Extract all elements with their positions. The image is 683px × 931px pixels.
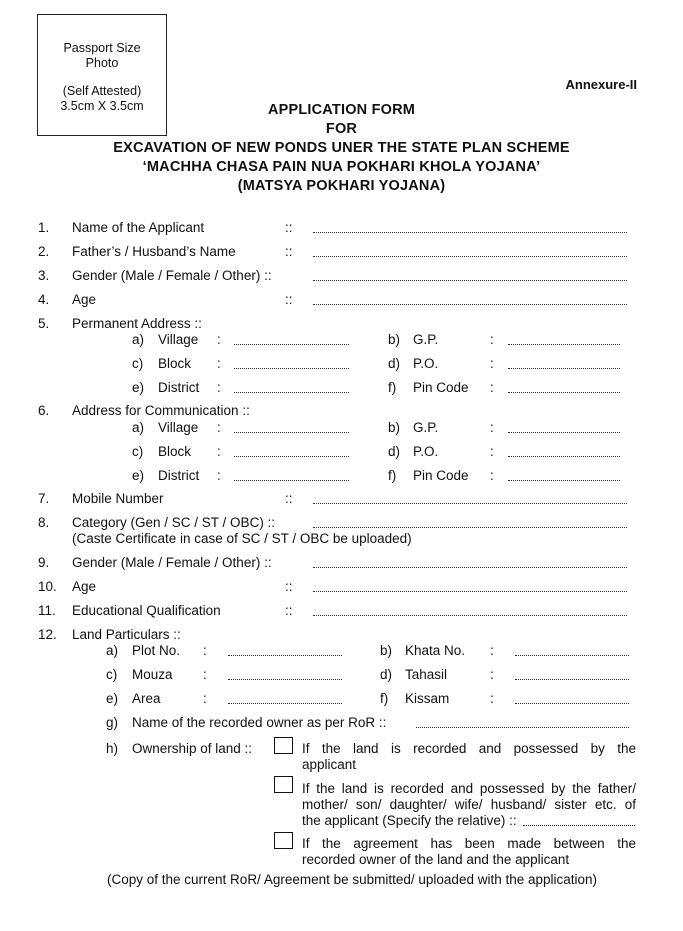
item-letter: a) bbox=[132, 332, 145, 347]
separator: :: bbox=[285, 491, 293, 506]
area-label: Area bbox=[132, 691, 161, 706]
separator: : bbox=[490, 380, 494, 395]
guardian-name-field[interactable] bbox=[313, 256, 627, 257]
relative-field[interactable] bbox=[523, 825, 635, 826]
field-number: 6. bbox=[38, 403, 50, 418]
separator: : bbox=[203, 691, 207, 706]
separator: : bbox=[490, 332, 494, 347]
separator: : bbox=[217, 380, 221, 395]
land-particulars-label: Land Particulars :: bbox=[72, 627, 181, 642]
village-label: Village bbox=[158, 420, 199, 435]
block-label: Block bbox=[158, 356, 192, 371]
separator: : bbox=[217, 356, 221, 371]
comm-district-field[interactable] bbox=[234, 480, 349, 481]
item-letter: h) bbox=[106, 741, 119, 756]
age-field[interactable] bbox=[313, 304, 627, 305]
field-number: 9. bbox=[38, 555, 50, 570]
khata-label: Khata No. bbox=[405, 643, 466, 658]
separator: :: bbox=[285, 220, 293, 235]
ownership-option-applicant: If the land is recorded and possessed by the bbox=[302, 741, 636, 756]
caste-certificate-note: (Caste Certificate in case of SC / ST / OBC be uploaded) bbox=[72, 531, 412, 546]
education-field[interactable] bbox=[313, 615, 627, 616]
item-letter: e) bbox=[132, 380, 145, 395]
village-label: Village bbox=[158, 332, 199, 347]
perm-pincode-field[interactable] bbox=[508, 392, 620, 393]
ownership-option-relative-cont: mother/ son/ daughter/ wife/ husband/ sister etc. of bbox=[302, 797, 636, 812]
field-number: 11. bbox=[38, 603, 56, 618]
item-letter: g) bbox=[106, 715, 119, 730]
field-number: 1. bbox=[38, 220, 50, 235]
block-label: Block bbox=[158, 444, 192, 459]
recorded-owner-field[interactable] bbox=[416, 727, 629, 728]
photo-size-text: Passport Size bbox=[63, 41, 141, 55]
separator: :: bbox=[285, 292, 293, 307]
item-letter: c) bbox=[132, 444, 144, 459]
ownership-option-relative-specify: the applicant (Specify the relative) :: bbox=[302, 813, 517, 828]
ownership-label: Ownership of land :: bbox=[132, 741, 253, 756]
district-label: District bbox=[158, 380, 200, 395]
separator: : bbox=[490, 643, 494, 658]
permanent-address-label: Permanent Address :: bbox=[72, 316, 202, 331]
ownership-option-relative: If the land is recorded and possessed by the father/ bbox=[302, 781, 636, 796]
gp-label: G.P. bbox=[413, 332, 439, 347]
mobile-label: Mobile Number bbox=[72, 491, 164, 506]
ownership-option-agreement: If the agreement has been made between the bbox=[302, 836, 636, 851]
separator: : bbox=[217, 332, 221, 347]
item-letter: f) bbox=[388, 468, 397, 483]
form-title-for: FOR bbox=[325, 121, 358, 137]
field-number: 8. bbox=[38, 515, 50, 530]
mouza-label: Mouza bbox=[132, 667, 173, 682]
khata-field[interactable] bbox=[515, 655, 629, 656]
age-label-2: Age bbox=[72, 579, 97, 594]
age-field-2[interactable] bbox=[313, 591, 627, 592]
field-number: 3. bbox=[38, 268, 50, 283]
separator: :: bbox=[285, 603, 293, 618]
separator: : bbox=[203, 667, 207, 682]
comm-address-label: Address for Communication :: bbox=[72, 403, 250, 418]
field-number: 12. bbox=[38, 627, 57, 642]
comm-po-field[interactable] bbox=[508, 456, 620, 457]
scheme-title: EXCAVATION OF NEW PONDS UNER THE STATE PLAN SCHEME bbox=[113, 140, 570, 156]
ownership-option-applicant-cont: applicant bbox=[302, 757, 357, 772]
separator: : bbox=[490, 444, 494, 459]
photo-label-text: Photo bbox=[85, 56, 119, 70]
tahasil-field[interactable] bbox=[515, 679, 629, 680]
field-number: 4. bbox=[38, 292, 50, 307]
kissam-label: Kissam bbox=[405, 691, 450, 706]
recorded-owner-label: Name of the recorded owner as per RoR :: bbox=[132, 715, 387, 730]
age-label: Age bbox=[72, 292, 97, 307]
scheme-name: ‘MACHHA CHASA PAIN NUA POKHARI KHOLA YOJANA’ bbox=[142, 159, 541, 175]
item-letter: a) bbox=[132, 420, 145, 435]
photo-dimensions-text: 3.5cm X 3.5cm bbox=[60, 99, 144, 113]
separator: : bbox=[490, 468, 494, 483]
separator: : bbox=[490, 420, 494, 435]
perm-block-field[interactable] bbox=[234, 368, 349, 369]
item-letter: b) bbox=[380, 643, 393, 658]
mobile-field[interactable] bbox=[313, 503, 627, 504]
applicant-name-label: Name of the Applicant bbox=[72, 220, 205, 235]
gender-label-2: Gender (Male / Female / Other) :: bbox=[72, 555, 272, 570]
separator: : bbox=[217, 468, 221, 483]
separator: : bbox=[490, 356, 494, 371]
category-label: Category (Gen / SC / ST / OBC) :: bbox=[72, 515, 276, 530]
pincode-label: Pin Code bbox=[413, 380, 469, 395]
education-label: Educational Qualification bbox=[72, 603, 221, 618]
field-number: 7. bbox=[38, 491, 50, 506]
tahasil-label: Tahasil bbox=[405, 667, 448, 682]
item-letter: f) bbox=[388, 380, 397, 395]
mouza-field[interactable] bbox=[228, 679, 342, 680]
ownership-applicant-checkbox[interactable] bbox=[274, 737, 293, 754]
gender-label: Gender (Male / Female / Other) :: bbox=[72, 268, 272, 283]
gender-field[interactable] bbox=[313, 280, 627, 281]
item-letter: d) bbox=[388, 356, 401, 371]
item-letter: b) bbox=[388, 332, 401, 347]
self-attested-text: (Self Attested) bbox=[62, 84, 142, 98]
scheme-alt-name: (MATSYA POKHARI YOJANA) bbox=[237, 178, 446, 194]
separator: : bbox=[217, 420, 221, 435]
separator: : bbox=[203, 643, 207, 658]
pincode-label: Pin Code bbox=[413, 468, 469, 483]
annexure-label: Annexure-II bbox=[565, 77, 637, 92]
guardian-name-label: Father’s / Husband’s Name bbox=[72, 244, 236, 259]
item-letter: d) bbox=[380, 667, 393, 682]
category-field[interactable] bbox=[313, 527, 627, 528]
form-title: APPLICATION FORM bbox=[267, 102, 416, 118]
footer-note: (Copy of the current RoR/ Agreement be submitted/ uploaded with the application) bbox=[107, 872, 598, 887]
item-letter: b) bbox=[388, 420, 401, 435]
item-letter: c) bbox=[132, 356, 144, 371]
comm-village-field[interactable] bbox=[234, 432, 349, 433]
perm-po-field[interactable] bbox=[508, 368, 620, 369]
item-letter: f) bbox=[380, 691, 389, 706]
perm-district-field[interactable] bbox=[234, 392, 349, 393]
field-number: 2. bbox=[38, 244, 50, 259]
comm-block-field[interactable] bbox=[234, 456, 349, 457]
item-letter: a) bbox=[106, 643, 119, 658]
comm-gp-field[interactable] bbox=[508, 432, 620, 433]
item-letter: e) bbox=[106, 691, 119, 706]
separator: : bbox=[217, 444, 221, 459]
field-number: 5. bbox=[38, 316, 50, 331]
item-letter: d) bbox=[388, 444, 401, 459]
perm-village-field[interactable] bbox=[234, 344, 349, 345]
kissam-field[interactable] bbox=[515, 703, 629, 704]
applicant-name-field[interactable] bbox=[313, 232, 627, 233]
po-label: P.O. bbox=[413, 444, 439, 459]
comm-pincode-field[interactable] bbox=[508, 480, 620, 481]
field-number: 10. bbox=[38, 579, 57, 594]
separator: :: bbox=[285, 244, 293, 259]
ownership-agreement-checkbox[interactable] bbox=[274, 832, 293, 849]
plot-field[interactable] bbox=[228, 655, 342, 656]
separator: : bbox=[490, 667, 494, 682]
district-label: District bbox=[158, 468, 200, 483]
gp-label: G.P. bbox=[413, 420, 439, 435]
po-label: P.O. bbox=[413, 356, 439, 371]
item-letter: e) bbox=[132, 468, 145, 483]
ownership-relative-checkbox[interactable] bbox=[274, 776, 293, 793]
separator: : bbox=[490, 691, 494, 706]
area-field[interactable] bbox=[228, 703, 342, 704]
item-letter: c) bbox=[106, 667, 118, 682]
perm-gp-field[interactable] bbox=[508, 344, 620, 345]
separator: :: bbox=[285, 579, 293, 594]
plot-label: Plot No. bbox=[132, 643, 181, 658]
ownership-option-agreement-cont: recorded owner of the land and the applicant bbox=[302, 852, 570, 867]
gender-field-2[interactable] bbox=[313, 567, 627, 568]
